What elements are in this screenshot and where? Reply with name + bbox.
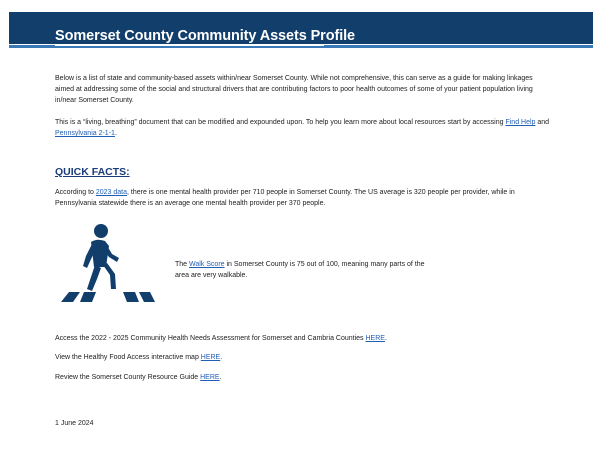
quick-facts-heading: QUICK FACTS: (55, 166, 130, 178)
walk-score-text: in Somerset County is 75 out of 100, meaning many parts of the area are very walkable. (175, 261, 425, 279)
resource-guide-text: Review the Somerset County Resource Guide (55, 374, 201, 381)
page-title: Somerset County Community Assets Profile (55, 28, 356, 44)
mental-health-lead: According to (55, 189, 96, 196)
mental-health-text: , there is one mental health provider per 710 people in Somerset County. The US average is 320 people per provider, while in Pennsylvania statewide there is an average one mental health provider per 370 people. (55, 189, 515, 207)
chna-line (55, 333, 387, 344)
chna-period: . (384, 335, 387, 342)
resource-guide-here-link[interactable]: HERE (200, 374, 220, 381)
resources-and-text: and (535, 119, 550, 126)
food-access-period: . (220, 354, 223, 361)
walk-score-lead: The (175, 261, 190, 268)
resource-guide-period: . (219, 374, 222, 381)
pedestrian-crosswalk-icon (59, 222, 155, 302)
food-access-here-link[interactable]: HERE (200, 354, 221, 361)
food-access-line (55, 352, 222, 363)
resources-text: This is a “living, breathing” document that can be modified and expounded upon. To help you learn more about local resources start by accessing (55, 119, 506, 126)
walk-score-link[interactable]: Walk Score (189, 261, 225, 268)
mental-health-paragraph (55, 187, 553, 209)
walk-score-paragraph (175, 259, 435, 281)
resources-paragraph (55, 117, 553, 139)
data-2023-link[interactable]: 2023 data (95, 189, 128, 196)
chna-here-link[interactable]: HERE (365, 335, 385, 342)
intro-paragraph: Below is a list of state and community-based assets within/near Somerset County. While not comprehensive, this can serve as a guide for making linkages aimed at addressing some of the social and structural drivers that are contributing factors to poor health outcomes of some of your patient population living in/near Somerset County. (55, 75, 533, 104)
document-date: 1 June 2024 (55, 420, 94, 427)
pennsylvania-211-link[interactable]: Pennsylvania 2-1-1 (55, 130, 115, 137)
resource-guide-line (55, 372, 222, 383)
title-underline (55, 45, 324, 46)
title-banner (9, 12, 593, 48)
resources-period: . (114, 130, 117, 137)
find-help-link[interactable]: Find Help (505, 119, 536, 126)
chna-text: Access the 2022 - 2025 Community Health Needs Assessment for Somerset and Cambria Counties (55, 335, 366, 342)
food-access-text: View the Healthy Food Access interactive map (55, 354, 201, 361)
